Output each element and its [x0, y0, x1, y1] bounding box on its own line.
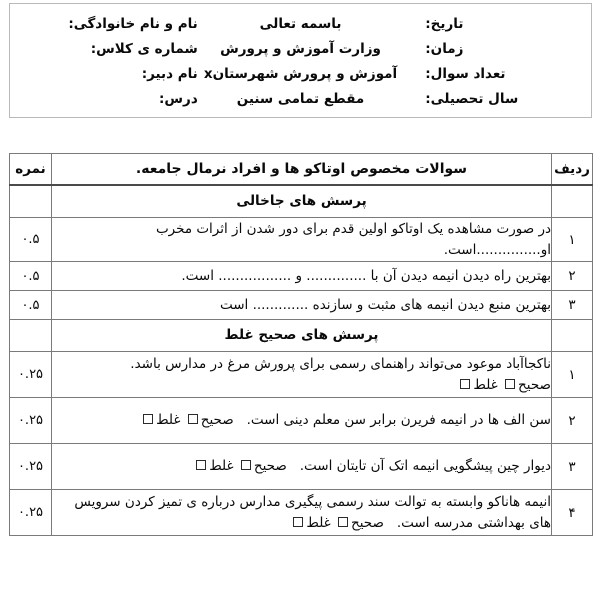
true-false-options: [290, 515, 392, 531]
question-number: ۱: [552, 352, 593, 398]
question-score: ۰.۵: [10, 291, 52, 320]
checkbox-false[interactable]: [460, 379, 470, 389]
table-row: [10, 444, 593, 490]
column-header-row-number: ردیف: [552, 154, 593, 186]
question-score: ۰.۲۵: [10, 444, 52, 490]
question-number: ۳: [552, 444, 593, 490]
question-score: ۰.۵: [10, 218, 52, 262]
section-title-fill-blanks: پرسش های جاخالی: [52, 185, 552, 218]
institution-line-level: مقطع تمامی سنین: [236, 90, 365, 107]
option-label-false: غلط: [473, 376, 498, 393]
question-cell: [52, 444, 552, 490]
option-label-true: صحیح: [253, 458, 287, 474]
checkbox-false[interactable]: [143, 414, 153, 424]
question-number: ۴: [552, 490, 593, 536]
checkbox-true[interactable]: [188, 414, 198, 424]
section-header-row: [10, 320, 593, 352]
table-row: [10, 352, 593, 398]
question-text[interactable]: در صورت مشاهده یک اوتاکو اولین قدم برای دور شدن از اثرات مخرب او...............است.: [52, 218, 552, 262]
question-text: دیوار چین پیشگویی انیمه اتک آن تایتان است.: [299, 458, 551, 474]
student-field-class-number: شماره ی کلاس:: [90, 40, 198, 57]
section-spacer-number: [552, 185, 593, 218]
question-text[interactable]: بهترین منبع دیدن انیمه های مثبت و سازنده ............. است: [52, 291, 552, 320]
column-header-questions: سوالات مخصوص اوتاکو ها و افراد نرمال جامعه.: [52, 154, 552, 186]
checkbox-true[interactable]: [241, 460, 251, 470]
question-text[interactable]: بهترین راه دیدن انیمه دیدن آن با .............. و ................. است.: [52, 262, 552, 291]
question-cell: [52, 490, 552, 536]
exam-field-time: زمان:: [425, 40, 464, 57]
exam-questions-table: [9, 153, 593, 536]
exam-field-date: تاریخ:: [425, 15, 464, 32]
section-spacer-score: [10, 185, 52, 218]
table-row: [10, 218, 593, 262]
table-header-row: [10, 154, 593, 186]
question-text: ناکجاآباد موعود می‌تواند راهنمای رسمی برای پرورش مرغ در مدارس باشد.: [130, 355, 551, 372]
student-field-subject: درس:: [159, 90, 198, 107]
checkbox-true[interactable]: [505, 379, 515, 389]
table-body: [10, 185, 593, 536]
question-cell: [52, 398, 552, 444]
option-label-true: صحیح: [351, 514, 384, 531]
section-spacer-score: [10, 320, 52, 352]
question-cell: [52, 352, 552, 398]
exam-header-box: [9, 3, 592, 118]
table-row: [10, 490, 593, 536]
table-row: [10, 398, 593, 444]
institution-line-ministry: وزارت آموزش و پرورش: [220, 40, 381, 57]
question-score: ۰.۲۵: [10, 352, 52, 398]
true-false-options: [457, 377, 551, 393]
question-number: ۳: [552, 291, 593, 320]
option-label-false: غلط: [209, 458, 234, 474]
institution-line-basmala: باسمه تعالی: [259, 15, 342, 32]
checkbox-true[interactable]: [338, 517, 348, 527]
column-header-score: نمره: [10, 154, 52, 186]
question-score: ۰.۲۵: [10, 398, 52, 444]
true-false-options: [193, 458, 295, 474]
true-false-options: [140, 412, 242, 428]
question-text: سن الف ها در انیمه فریرن برابر سن معلم دینی است.: [246, 412, 551, 428]
student-info-column: [10, 4, 202, 117]
checkbox-false[interactable]: [196, 460, 206, 470]
institution-column: [202, 4, 400, 117]
student-field-fullname: نام و نام خانوادگی:: [68, 15, 198, 32]
checkbox-false[interactable]: [293, 517, 303, 527]
question-text: انیمه هاناکو وابسته به توالت سند رسمی پیگیری مدارس درباره ی تمیز کردن سرویس های بهداشتی مدرسه است.: [74, 493, 551, 531]
exam-metadata-column: [399, 4, 591, 117]
question-score: ۰.۲۵: [10, 490, 52, 536]
question-number: ۲: [552, 262, 593, 291]
table-row: [10, 291, 593, 320]
section-title-true-false: پرسش های صحیح غلط: [52, 320, 552, 352]
table-row: [10, 262, 593, 291]
table-header: [10, 154, 593, 186]
section-spacer-number: [552, 320, 593, 352]
question-number: ۱: [552, 218, 593, 262]
exam-field-question-count: تعداد سوال:: [425, 65, 506, 82]
option-label-true: صحیح: [518, 376, 551, 393]
student-field-teacher-name: نام دبیر:: [141, 65, 198, 82]
question-score: ۰.۵: [10, 262, 52, 291]
option-label-false: غلط: [156, 412, 181, 428]
option-label-false: غلط: [306, 514, 331, 531]
section-header-row: [10, 185, 593, 218]
option-label-true: صحیح: [200, 412, 234, 428]
institution-line-district: آموزش و پرورش شهرستانx: [203, 65, 398, 82]
question-number: ۲: [552, 398, 593, 444]
exam-field-academic-year: سال تحصیلی:: [425, 90, 519, 107]
